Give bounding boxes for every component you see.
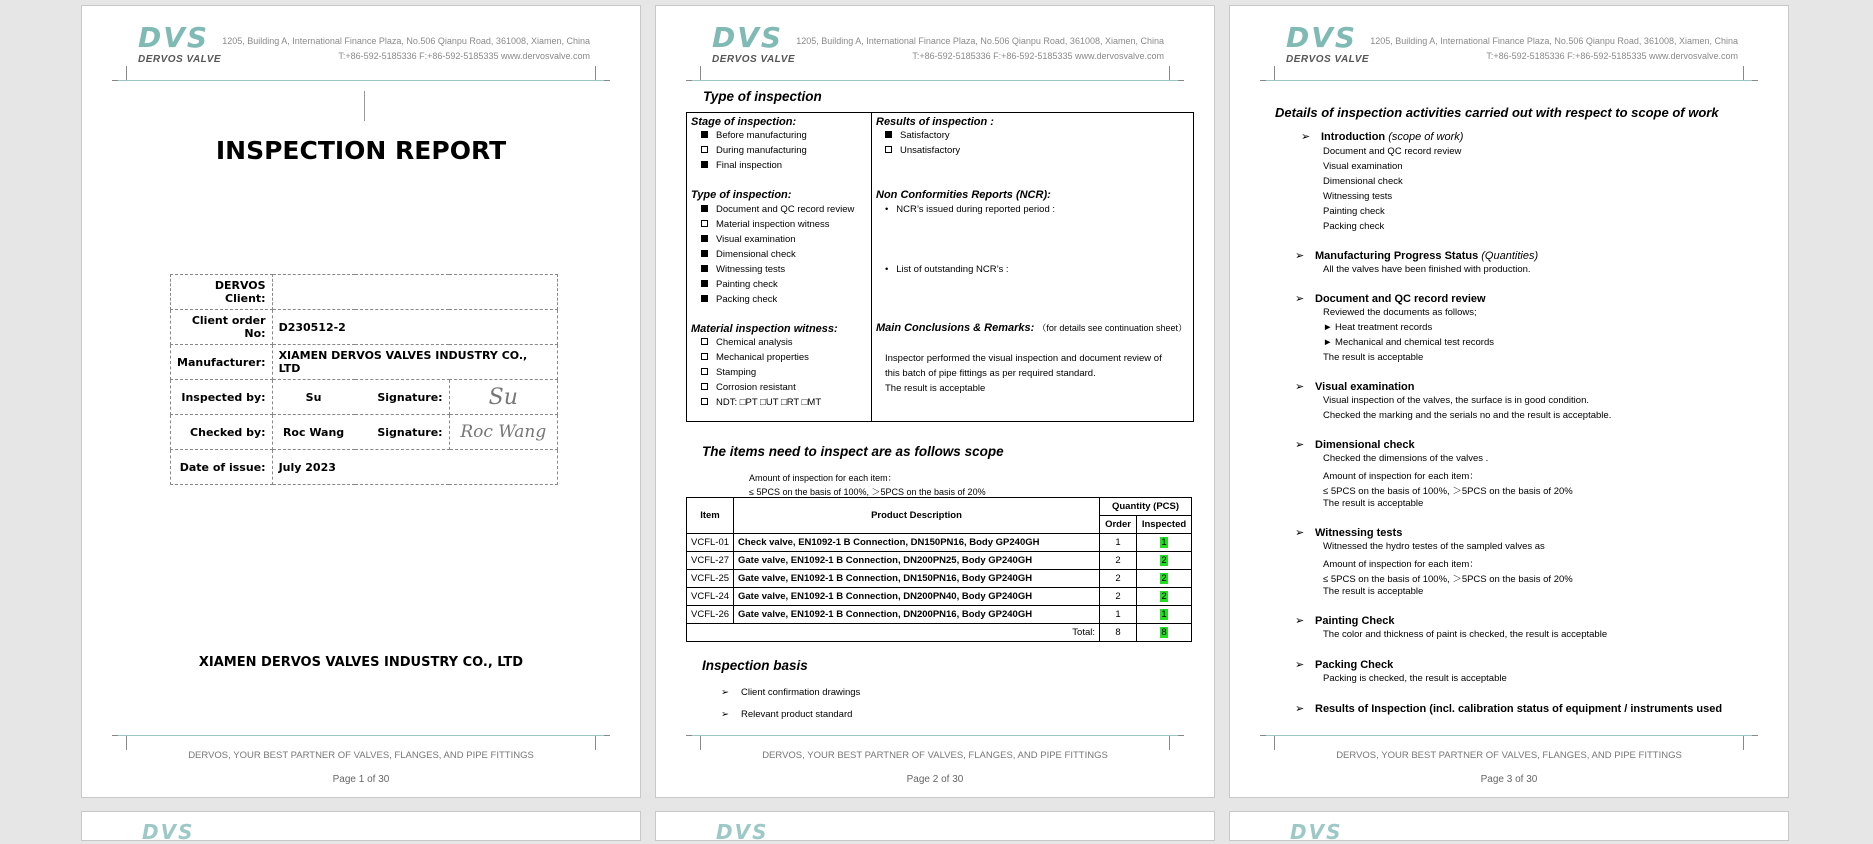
logo-mark: DVS — [1290, 820, 1343, 844]
conclusions-text-3: The result is acceptable — [885, 383, 986, 394]
checkbox-item: Material inspection witness — [701, 219, 830, 230]
checkbox-empty-icon — [701, 353, 708, 360]
header-address: 1205, Building A, International Finance Plaza, No.506 Qianpu Road, 361008, Xiamen, China — [796, 36, 1164, 46]
progress-heading: ➢ Manufacturing Progress Status (Quantities) — [1295, 250, 1539, 262]
logo-mark: DVS — [142, 820, 195, 844]
checkbox-item: Mechanical properties — [701, 352, 809, 363]
footer-slogan: DERVOS, YOUR BEST PARTNER OF VALVES, FLANGES, AND PIPE FITTINGS — [1336, 750, 1682, 761]
item-description: Gate valve, EN1092-1 B Connection, DN200PN40, Body GP240GH — [734, 588, 1100, 606]
footer-slogan: DERVOS, YOUR BEST PARTNER OF VALVES, FLANGES, AND PIPE FITTINGS — [762, 750, 1108, 761]
item-inspected: 2 — [1137, 570, 1192, 588]
header-address-block — [222, 34, 590, 64]
checkbox-empty-icon — [701, 383, 708, 390]
next-page-stub — [655, 811, 1215, 844]
visual-line: Checked the marking and the serials no and the result is acceptable. — [1323, 410, 1612, 421]
table-row — [687, 534, 1192, 552]
inspected-value: Su — [272, 380, 355, 415]
checkbox-checked-icon — [701, 235, 708, 242]
arrow-bullet-icon: ➢ — [1295, 703, 1305, 715]
checkbox-item: Corrosion resistant — [701, 382, 796, 393]
type-sub-heading: Type of inspection: — [691, 189, 792, 201]
signature-label: Signature: — [355, 415, 450, 450]
basis-item: ➢ Relevant product standard — [721, 709, 853, 720]
footer-slogan: DERVOS, YOUR BEST PARTNER OF VALVES, FLANGES, AND PIPE FITTINGS — [188, 750, 534, 761]
intro-item: Witnessing tests — [1323, 191, 1393, 202]
table-row — [171, 380, 558, 415]
item-code: VCFL-26 — [687, 606, 734, 624]
intro-item: Packing check — [1323, 221, 1385, 232]
checkbox-item: Dimensional check — [701, 249, 796, 260]
logo-name: DERVOS VALVE — [138, 54, 222, 65]
col-item-header: Item — [687, 498, 734, 534]
details-title: Details of inspection activities carried out with respect to scope of work — [1275, 105, 1719, 120]
header-contact: T:+86-592-5185336 F:+86-592-5185335 www.dervosvalve.com — [912, 51, 1164, 61]
conclusions-text-2: this batch of pipe fittings as per required standard. — [885, 368, 1096, 379]
item-code: VCFL-25 — [687, 570, 734, 588]
arrow-bullet-icon: ➢ — [1295, 381, 1305, 393]
corner-mark — [686, 735, 701, 750]
intro-item: Painting check — [1323, 206, 1385, 217]
table-row — [687, 570, 1192, 588]
paint-line: The color and thickness of paint is checked, the result is acceptable — [1323, 629, 1608, 640]
basis-item: ➢ Client confirmation drawings — [721, 687, 861, 698]
checkbox-empty-icon — [701, 338, 708, 345]
logo-mark: DVS — [1286, 21, 1358, 54]
checkbox-item: Painting check — [701, 279, 778, 290]
visual-line: Visual inspection of the valves, the surface is in good condition. — [1323, 395, 1589, 406]
logo-mark: DVS — [712, 21, 784, 54]
order-label: Client order No: — [171, 310, 273, 345]
total-order: 8 — [1100, 624, 1137, 642]
checkbox-empty-icon — [701, 368, 708, 375]
corner-mark — [1260, 66, 1275, 81]
checkbox-checked-icon — [701, 265, 708, 272]
corner-mark — [1743, 735, 1758, 750]
item-order: 2 — [1100, 588, 1137, 606]
type-of-inspection-heading: Type of inspection — [703, 89, 822, 104]
pack-line: Packing is checked, the result is acceptable — [1323, 673, 1507, 684]
intro-item: Dimensional check — [1323, 176, 1403, 187]
logo-name: DERVOS VALVE — [712, 54, 796, 65]
table-row — [171, 345, 558, 380]
company-logo — [712, 21, 802, 70]
corner-mark — [595, 66, 610, 81]
item-order: 2 — [1100, 570, 1137, 588]
table-row — [171, 275, 558, 310]
date-label: Date of issue: — [171, 450, 273, 485]
item-order: 1 — [1100, 534, 1137, 552]
intro-heading: ➢ Introduction (scope of work) — [1301, 131, 1464, 143]
doc-line: ► Mechanical and chemical test records — [1323, 337, 1494, 348]
arrow-bullet-icon: ➢ — [1295, 527, 1305, 539]
intro-item: Document and QC record review — [1323, 146, 1462, 157]
corner-mark — [1260, 735, 1275, 750]
table-row — [687, 606, 1192, 624]
report-title: INSPECTION REPORT — [215, 136, 507, 165]
conclusions-heading: Main Conclusions & Remarks: （for details see continuation sheet） — [876, 322, 1187, 334]
scope-line-1: Amount of inspection for each item： — [749, 473, 897, 483]
item-order: 1 — [1100, 606, 1137, 624]
arrow-bullet-icon: ➢ — [1295, 659, 1305, 671]
inspector-signature: Su — [449, 380, 557, 415]
wit-line: The result is acceptable — [1323, 586, 1424, 597]
paint-heading: ➢ Painting Check — [1295, 615, 1395, 627]
ncr-outstanding-item: • List of outstanding NCR’s : — [885, 264, 1009, 275]
item-code: VCFL-01 — [687, 534, 734, 552]
logo-name: DERVOS VALVE — [1286, 54, 1370, 65]
bullet-dot: • — [885, 204, 897, 215]
signature-label: Signature: — [355, 380, 450, 415]
checkbox-item: Satisfactory — [885, 130, 950, 141]
header-divider — [1266, 80, 1752, 81]
visual-heading: ➢ Visual examination — [1295, 381, 1415, 393]
page-number: Page 2 of 30 — [906, 774, 964, 785]
header-address: 1205, Building A, International Finance Plaza, No.506 Qianpu Road, 361008, Xiamen, China — [222, 36, 590, 46]
item-code: VCFL-24 — [687, 588, 734, 606]
arrow-bullet-icon: ➢ — [1301, 131, 1311, 143]
logo-mark: DVS — [138, 21, 210, 54]
checkbox-checked-icon — [701, 161, 708, 168]
manufacturer-value: XIAMEN DERVOS VALVES INDUSTRY CO., LTD — [272, 345, 557, 380]
checkbox-item: Before manufacturing — [701, 130, 807, 141]
scope-heading: The items need to inspect are as follows scope — [702, 444, 1004, 459]
table-row — [687, 588, 1192, 606]
footer-divider — [1266, 735, 1752, 736]
wit-line: Witnessed the hydro testes of the sampled valves as — [1323, 541, 1545, 552]
text-cursor-line — [364, 91, 365, 121]
client-value — [272, 275, 557, 310]
wit-line: Amount of inspection for each item： — [1323, 559, 1479, 570]
item-inspected: 1 — [1137, 534, 1192, 552]
conclusions-text-1: Inspector performed the visual inspection and document review of — [885, 353, 1162, 364]
company-logo — [1286, 21, 1376, 70]
inspection-right-column — [871, 113, 1193, 421]
checkbox-checked-icon — [701, 280, 708, 287]
table-header-row — [687, 498, 1192, 516]
item-inspected: 1 — [1137, 606, 1192, 624]
logo-mark: DVS — [716, 820, 769, 844]
item-description: Gate valve, EN1092-1 B Connection, DN200PN16, Body GP240GH — [734, 606, 1100, 624]
checked-value: Roc Wang — [272, 415, 355, 450]
wit-line: ≤ 5PCS on the basis of 100%, ＞5PCS on the basis of 20% — [1323, 574, 1573, 585]
conclusions-note: （for details see continuation sheet） — [1037, 323, 1187, 333]
table-total-row — [687, 624, 1192, 642]
arrow-bullet-icon: ➢ — [1295, 293, 1305, 305]
doc-line: Reviewed the documents as follows; — [1323, 307, 1477, 318]
dim-line: Amount of inspection for each item： — [1323, 471, 1479, 482]
header-divider — [692, 80, 1178, 81]
corner-mark — [1169, 66, 1184, 81]
arrow-bullet-icon: ➢ — [1295, 250, 1305, 262]
header-contact: T:+86-592-5185336 F:+86-592-5185335 www.dervosvalve.com — [338, 51, 590, 61]
dim-heading: ➢ Dimensional check — [1295, 439, 1415, 451]
header-address-block — [796, 34, 1164, 64]
checkbox-item: Chemical analysis — [701, 337, 793, 348]
corner-mark — [1743, 66, 1758, 81]
company-logo — [138, 21, 228, 70]
corner-mark — [112, 66, 127, 81]
checkbox-item: Unsatisfactory — [885, 145, 960, 156]
table-row — [687, 552, 1192, 570]
doc-line: The result is acceptable — [1323, 352, 1424, 363]
footer-divider — [692, 735, 1178, 736]
corner-mark — [595, 735, 610, 750]
checked-label: Checked by: — [171, 415, 273, 450]
item-inspected: 2 — [1137, 552, 1192, 570]
checkbox-checked-icon — [885, 131, 892, 138]
table-row — [171, 450, 558, 485]
checkbox-empty-icon — [885, 146, 892, 153]
checkbox-checked-icon — [701, 205, 708, 212]
manufacturer-label: Manufacturer: — [171, 345, 273, 380]
checkbox-checked-icon — [701, 250, 708, 257]
page-number: Page 3 of 30 — [1480, 774, 1538, 785]
results-inspection-heading: ➢ Results of Inspection (incl. calibration status of equipment / instruments used — [1295, 703, 1723, 715]
corner-mark — [112, 735, 127, 750]
arrow-bullet-icon: ➢ — [721, 687, 729, 698]
dim-line: ≤ 5PCS on the basis of 100%, ＞5PCS on the basis of 20% — [1323, 486, 1573, 497]
arrow-bullet-icon: ➢ — [1295, 439, 1305, 451]
col-order-header: Order — [1100, 516, 1137, 534]
report-info-table — [170, 274, 558, 485]
checkbox-item: Visual examination — [701, 234, 796, 245]
inspection-left-column — [687, 113, 872, 421]
wit-heading: ➢ Witnessing tests — [1295, 527, 1403, 539]
page-1 — [81, 5, 641, 798]
order-value: D230512-2 — [272, 310, 557, 345]
corner-mark — [1169, 735, 1184, 750]
checkbox-empty-icon — [701, 398, 708, 405]
checkbox-item: Stamping — [701, 367, 756, 378]
table-row — [171, 415, 558, 450]
client-label: DERVOS Client: — [171, 275, 273, 310]
col-qty-header: Quantity (PCS) — [1100, 498, 1192, 516]
checkbox-empty-icon — [701, 220, 708, 227]
header-address-block — [1370, 34, 1738, 64]
footer-divider — [118, 735, 604, 736]
doc-line: ► Heat treatment records — [1323, 322, 1433, 333]
scope-line-2: ≤ 5PCS on the basis of 100%, ＞5PCS on the basis of 20% — [749, 487, 986, 497]
basis-heading: Inspection basis — [702, 658, 808, 673]
checkbox-empty-icon — [701, 146, 708, 153]
ndt-item: NDT: □PT □UT □RT □MT — [701, 397, 821, 408]
page-3 — [1229, 5, 1789, 798]
next-page-stub — [1229, 811, 1789, 844]
ncr-issued-item: • NCR’s issued during reported period : — [885, 204, 1056, 215]
pack-heading: ➢ Packing Check — [1295, 659, 1394, 671]
inspected-label: Inspected by: — [171, 380, 273, 415]
item-description: Gate valve, EN1092-1 B Connection, DN200PN25, Body GP240GH — [734, 552, 1100, 570]
item-order: 2 — [1100, 552, 1137, 570]
table-row — [171, 310, 558, 345]
bullet-dot: • — [885, 264, 897, 275]
items-table — [686, 497, 1192, 642]
total-label: Total: — [734, 624, 1100, 642]
date-value: July 2023 — [272, 450, 557, 485]
dim-line: The result is acceptable — [1323, 498, 1424, 509]
col-inspected-header: Inspected — [1137, 516, 1192, 534]
corner-mark — [686, 66, 701, 81]
progress-text: All the valves have been finished with production. — [1323, 264, 1531, 275]
material-heading: Material inspection witness: — [691, 323, 838, 335]
stage-heading: Stage of inspection: — [691, 116, 797, 128]
checkbox-checked-icon — [701, 131, 708, 138]
checkbox-checked-icon — [701, 295, 708, 302]
total-inspected: 8 — [1137, 624, 1192, 642]
item-inspected: 2 — [1137, 588, 1192, 606]
checker-signature: Roc Wang — [449, 415, 557, 450]
doc-heading: ➢ Document and QC record review — [1295, 293, 1486, 305]
ncr-heading: Non Conformities Reports (NCR): — [876, 189, 1051, 201]
inspection-type-box — [686, 112, 1194, 422]
header-divider — [118, 80, 604, 81]
page-number: Page 1 of 30 — [332, 774, 390, 785]
item-description: Check valve, EN1092-1 B Connection, DN150PN16, Body GP240GH — [734, 534, 1100, 552]
checkbox-item: During manufacturing — [701, 145, 807, 156]
checkbox-item: Witnessing tests — [701, 264, 785, 275]
results-heading: Results of inspection : — [876, 116, 994, 128]
company-name: XIAMEN DERVOS VALVES INDUSTRY CO., LTD — [198, 655, 524, 670]
header-contact: T:+86-592-5185336 F:+86-592-5185335 www.dervosvalve.com — [1486, 51, 1738, 61]
checkbox-item: Document and QC record review — [701, 204, 854, 215]
intro-item: Visual examination — [1323, 161, 1403, 172]
item-description: Gate valve, EN1092-1 B Connection, DN150PN16, Body GP240GH — [734, 570, 1100, 588]
page-2 — [655, 5, 1215, 798]
checkbox-item: Final inspection — [701, 160, 782, 171]
header-address: 1205, Building A, International Finance Plaza, No.506 Qianpu Road, 361008, Xiamen, China — [1370, 36, 1738, 46]
arrow-bullet-icon: ➢ — [721, 709, 729, 720]
next-page-stub — [81, 811, 641, 844]
checkbox-item: Packing check — [701, 294, 777, 305]
item-code: VCFL-27 — [687, 552, 734, 570]
dim-line: Checked the dimensions of the valves . — [1323, 453, 1489, 464]
col-desc-header: Product Description — [734, 498, 1100, 534]
arrow-bullet-icon: ➢ — [1295, 615, 1305, 627]
